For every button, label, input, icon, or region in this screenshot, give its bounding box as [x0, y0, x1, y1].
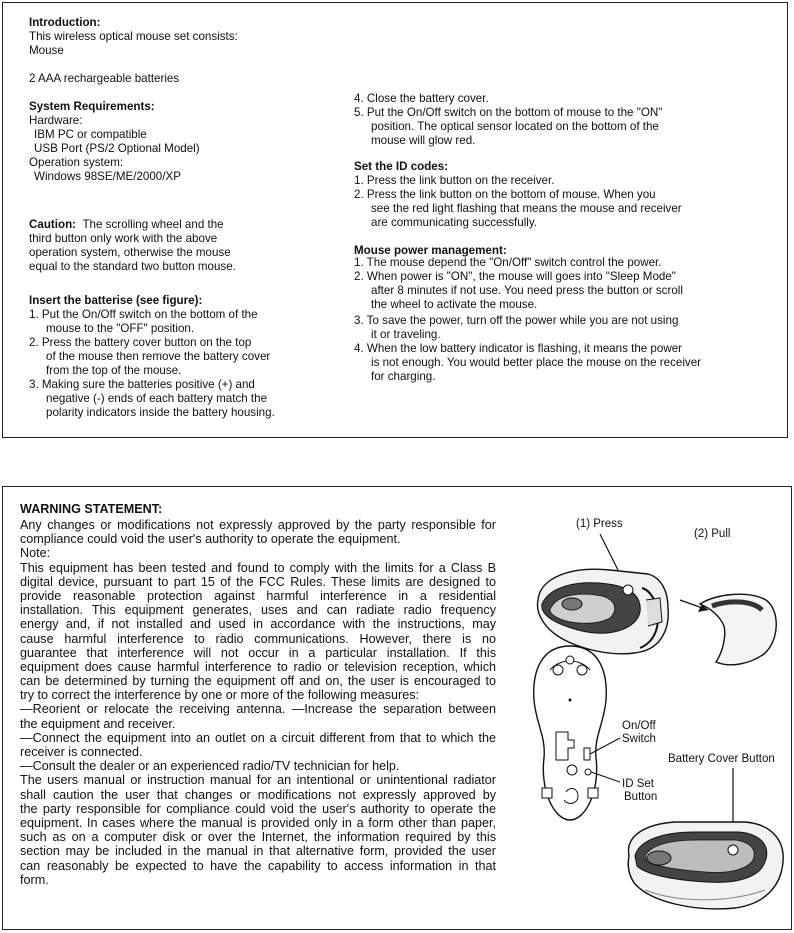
caution-text: The scrolling wheel and the [82, 218, 224, 231]
id-line: 1. Press the link button on the receiver. [354, 174, 555, 187]
warning-line: compliance could void the user's authority to operate the equipment. [20, 532, 401, 547]
mouse-bottom-illustration [520, 640, 620, 825]
sysreq-line: USB Port (PS/2 Optional Model) [34, 142, 200, 155]
power-heading: Mouse power management: [354, 244, 507, 257]
idset-label-1: ID Set [622, 778, 654, 790]
power-line: is not enough. You would better place the mouse on the receiver [371, 356, 702, 369]
warning-line: form. [20, 872, 49, 887]
sysreq-line: Windows 98SE/ME/2000/XP [34, 170, 181, 183]
mouse-top-illustration [615, 766, 790, 916]
warning-line: digital device, pursuant to part 15 of the FCC Rules. These limits are designed to [20, 574, 496, 589]
warning-line: can be determined by turning the equipment off and on, the user is encouraged to [20, 674, 496, 689]
power-line: 4. When the low battery indicator is flashing, it means the power [354, 342, 683, 355]
insert-line: from the top of the mouse. [46, 364, 182, 377]
intro-line: This wireless optical mouse set consists: [29, 30, 238, 43]
warning-heading: WARNING STATEMENT: [20, 502, 163, 516]
onoff-label-1: On/Off [622, 720, 656, 732]
warning-line: This equipment has been tested and found to comply with the limits for a Class B [20, 560, 496, 575]
warning-line: such as on a computer disk or over the Internet, the information required by this [20, 830, 496, 845]
warning-line: The users manual or instruction manual for an intentional or unintentional radiator [20, 773, 496, 788]
intro-line: 2 AAA rechargeable batteries [29, 72, 180, 85]
warning-line: cause harmful interference to radio communications. However, there is no [20, 631, 496, 646]
idset-label-2: Button [624, 791, 658, 803]
id-line: see the red light flashing that means the mouse and receiver [371, 202, 682, 215]
caution-line: operation system, otherwise the mouse [29, 246, 231, 259]
caution-line [29, 218, 224, 231]
caution-label: Caution: [29, 218, 77, 231]
pull-label: (2) Pull [694, 528, 731, 540]
power-line: 3. To save the power, turn off the power while you are not using [354, 314, 679, 327]
id-line: are communicating successfully. [371, 216, 538, 229]
power-line: the wheel to activate the mouse. [371, 298, 538, 311]
warning-line: shall caution the user that changes or modifications not expressly approved by [20, 787, 496, 802]
sysreq-heading: System Requirements: [29, 100, 155, 113]
step-line: 5. Put the On/Off switch on the bottom of mouse to the "ON" [354, 106, 663, 119]
warning-line: equipment does cause harmful interference to radio or television reception, which [20, 659, 496, 674]
warning-line: equipment. In cases where the manual is provided only in a form other than paper, [20, 815, 496, 830]
onoff-label-2: Switch [622, 733, 656, 745]
id-line: 2. Press the link button on the bottom of mouse. When you [354, 188, 656, 201]
power-line: 2. When power is "ON", the mouse will goes into "Sleep Mode" [354, 270, 676, 283]
press-label: (1) Press [576, 518, 623, 530]
warning-line: Any changes or modifications not expressly approved by the party responsible for [20, 518, 496, 532]
intro-line: Mouse [29, 44, 64, 57]
power-line: for charging. [371, 370, 436, 383]
warning-text [20, 518, 496, 887]
sysreq-line: Operation system: [29, 156, 124, 169]
battery-cover-label: Battery Cover Button [668, 753, 775, 765]
warning-line: provide reasonable protection against harmful interference in a residential [20, 588, 496, 603]
intro-heading: Introduction: [29, 16, 101, 29]
step-line: position. The optical sensor located on the bottom of the [371, 120, 659, 133]
insert-line: of the mouse then remove the battery cover [46, 350, 271, 363]
insert-line: negative (-) ends of each battery match the [46, 392, 268, 405]
insert-line: 3. Making sure the batteries positive (+) and [29, 378, 255, 391]
insert-line: 1. Put the On/Off switch on the bottom of the [29, 308, 258, 321]
warning-line: can reasonably be expected to have the capability to access information in that [20, 858, 496, 873]
warning-line: —Consult the dealer or an experienced radio/TV technician for help. [20, 759, 400, 774]
warning-line: the party responsible for compliance could void the user's authority to operate the [20, 801, 496, 816]
warning-line: guarantee that interference will not occur in a particular installation. If this [20, 645, 496, 660]
caution-line: third button only work with the above [29, 232, 218, 245]
id-heading: Set the ID codes: [354, 160, 449, 173]
power-line: 1. The mouse depend the "On/Off" switch control the power. [354, 256, 662, 269]
sysreq-line: IBM PC or compatible [34, 128, 147, 141]
insert-line: polarity indicators inside the battery housing. [46, 406, 275, 419]
warning-line: try to correct the interference by one or more of the following measures: [20, 688, 419, 703]
insert-heading: Insert the batterise (see figure): [29, 294, 203, 307]
insert-line: 2. Press the battery cover button on the top [29, 336, 252, 349]
warning-line: installation. This equipment generates, uses and can radiate radio frequency [20, 603, 496, 618]
warning-line: the equipment and receiver. [20, 716, 176, 731]
warning-line: —Connect the equipment into an outlet on a circuit different from that to which the [20, 730, 496, 745]
caution-line: equal to the standard two button mouse. [29, 260, 236, 273]
power-line: after 8 minutes if not use. You need press the button or scroll [371, 284, 683, 297]
warning-line: receiver is connected. [20, 745, 143, 759]
step-line: 4. Close the battery cover. [354, 92, 489, 105]
insert-line: mouse to the "OFF" position. [46, 322, 195, 335]
warning-line: section may be included in the manual in that alternative form, provided the user [20, 844, 496, 859]
warning-line: —Reorient or relocate the receiving antenna. —Increase the separation between [20, 702, 496, 717]
warning-line: energy and, if not installed and used in accordance with the instructions, may [20, 617, 496, 632]
sysreq-line: Hardware: [29, 114, 83, 127]
warning-line: Note: [20, 546, 51, 561]
step-line: mouse will glow red. [371, 134, 476, 147]
power-line: it or traveling. [371, 328, 441, 341]
